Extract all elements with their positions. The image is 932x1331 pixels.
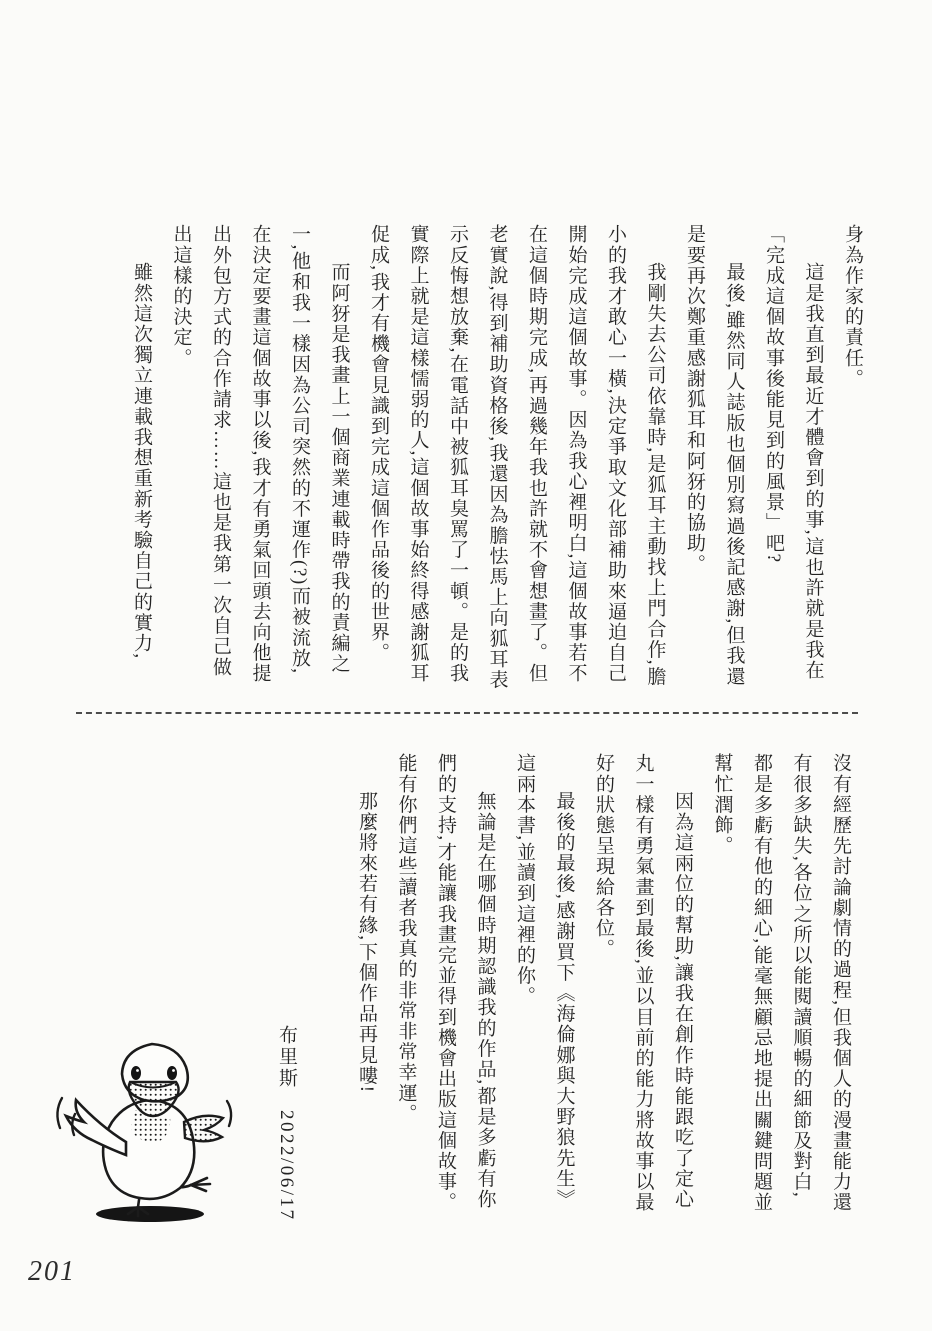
afterword-bottom-section bbox=[325, 753, 860, 1215]
duck-right-wing bbox=[184, 1116, 223, 1142]
dancing-duckling-illustration bbox=[34, 1038, 240, 1234]
afterword-paragraph: 那麼將來若有緣,下個作品再見嘍! bbox=[356, 791, 377, 1094]
afterword-paragraph: 而阿犽是我畫上一個商業連載時帶我的責編之一,他和我一樣因為公司突然的不運作(?)而被流放,在決定要畫這個故事以後,我才有勇氣回頭去向他提出外包方式的合作請求……這也是我第一次自己做出這樣的決定。 bbox=[170, 224, 350, 684]
duck-shadow bbox=[96, 1206, 204, 1222]
duck-eye bbox=[167, 1066, 177, 1080]
afterword-paragraph: 沒有經歷先討論劇情的過程,但我個人的漫畫能力還有很多缺失,各位之所以能閱讀順暢的細節及對白,都是多虧有他的細心,能毫無顧忌地提出關鍵問題並幫忙潤飾。 bbox=[711, 753, 851, 1213]
afterword-paragraph: 我剛失去公司依靠時,是狐耳主動找上門合作,膽小的我才敢心一橫,決定爭取文化部補助來逼迫自己開始完成這個故事。因為我心裡明白,這個故事若不在這個時期完成,再過幾年我也許就不會想畫了。但老實說,得到補助資格後,我還因為膽怯馬上向狐耳表示反悔想放棄,在電話中被狐耳臭罵了一頓。是的我實際上就是這樣懦弱的人,這個故事始終得感謝狐耳促成,我才有機會見識到完成這個作品後的世界。 bbox=[368, 224, 666, 690]
section-divider bbox=[76, 712, 858, 714]
author-name: 布里斯 bbox=[276, 1025, 297, 1090]
afterword-top-section bbox=[72, 224, 872, 692]
duck-eye bbox=[131, 1066, 141, 1080]
afterword-paragraph: 身為作家的責任。 bbox=[842, 224, 863, 389]
afterword-paragraph: 最後,雖然同人誌版也個別寫過後記感謝,但我還是要再次鄭重感謝狐耳和阿犽的協助。 bbox=[684, 224, 745, 687]
afterword-paragraph: 雖然這次獨立連載我想重新考驗自己的實力, bbox=[131, 262, 152, 660]
afterword-paragraph: 無論是在哪個時期認識我的作品,都是多虧有你們的支持,才能讓我畫完並得到機會出版這個故事。能有你們這些讀者我真的非常非常幸運。 bbox=[395, 753, 496, 1213]
signature-block bbox=[273, 1025, 300, 1225]
afterword-paragraph: 這是我直到最近才體會到的事,這也許就是我在「完成這個故事後能見到的風景」吧? bbox=[763, 224, 824, 681]
signature-date: 2022/06/17 bbox=[276, 1109, 297, 1222]
afterword-paragraph: 因為這兩位的幫助,讓我在創作時能跟吃了定心丸一樣有勇氣畫到最後,並以目前的能力將故事以最好的狀態呈現給各位。 bbox=[593, 753, 693, 1213]
page-number: 201 bbox=[28, 1256, 76, 1287]
afterword-paragraph: 最後的最後,感謝買下《海倫娜與大野狼先生》這兩本書,並讀到這裡的你。 bbox=[514, 753, 575, 1210]
